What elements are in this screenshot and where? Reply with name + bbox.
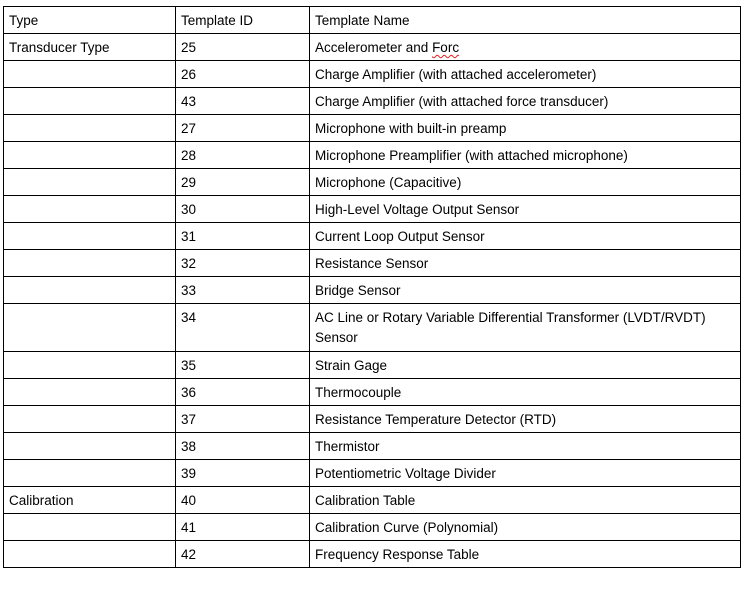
cell-type — [4, 61, 176, 88]
cell-template-name: Potentiometric Voltage Divider — [310, 460, 741, 487]
cell-template-id: 25 — [176, 34, 310, 61]
table-row — [4, 379, 741, 406]
cell-template-name: Thermistor — [310, 433, 741, 460]
cell-template-name: Strain Gage — [310, 352, 741, 379]
cell-template-name — [310, 34, 741, 61]
cell-template-name: Microphone Preamplifier (with attached microphone) — [310, 142, 741, 169]
cell-template-id: 37 — [176, 406, 310, 433]
table-row — [4, 250, 741, 277]
table-row — [4, 460, 741, 487]
cell-type: Calibration — [4, 487, 176, 514]
header-template-id: Template ID — [176, 7, 310, 34]
cell-type — [4, 277, 176, 304]
cell-template-name: Resistance Sensor — [310, 250, 741, 277]
cell-template-id: 38 — [176, 433, 310, 460]
table-row — [4, 277, 741, 304]
cell-type: Transducer Type — [4, 34, 176, 61]
table-row — [4, 514, 741, 541]
table-row — [4, 433, 741, 460]
cell-template-id: 39 — [176, 460, 310, 487]
cell-template-name: Calibration Curve (Polynomial) — [310, 514, 741, 541]
misspelled-word[interactable]: Forc — [432, 40, 460, 55]
cell-template-id: 36 — [176, 379, 310, 406]
cell-type — [4, 169, 176, 196]
cell-type — [4, 433, 176, 460]
cell-template-name: Charge Amplifier (with attached force transducer) — [310, 88, 741, 115]
table-row — [4, 304, 741, 352]
table-row — [4, 61, 741, 88]
cell-template-name: Bridge Sensor — [310, 277, 741, 304]
table-row — [4, 223, 741, 250]
cell-type — [4, 196, 176, 223]
cell-template-id: 41 — [176, 514, 310, 541]
cell-type — [4, 514, 176, 541]
cell-template-id: 35 — [176, 352, 310, 379]
table-row — [4, 352, 741, 379]
cell-type — [4, 406, 176, 433]
cell-template-id: 26 — [176, 61, 310, 88]
table-row — [4, 169, 741, 196]
cell-type — [4, 541, 176, 568]
table-row — [4, 406, 741, 433]
header-template-name: Template Name — [310, 7, 741, 34]
table-row — [4, 34, 741, 61]
cell-type — [4, 352, 176, 379]
cell-template-name: Microphone with built-in preamp — [310, 115, 741, 142]
cell-template-name: Microphone (Capacitive) — [310, 169, 741, 196]
cell-template-name: AC Line or Rotary Variable Differential Transformer (LVDT/RVDT) Sensor — [310, 304, 741, 352]
cell-template-id: 28 — [176, 142, 310, 169]
cell-template-id: 27 — [176, 115, 310, 142]
cell-type — [4, 304, 176, 352]
header-type: Type — [4, 7, 176, 34]
cell-type — [4, 142, 176, 169]
table-row — [4, 142, 741, 169]
header-row — [4, 7, 741, 34]
cell-template-id: 32 — [176, 250, 310, 277]
cell-type — [4, 250, 176, 277]
cell-template-name: Calibration Table — [310, 487, 741, 514]
cell-template-id: 29 — [176, 169, 310, 196]
cell-type — [4, 88, 176, 115]
cell-template-id: 43 — [176, 88, 310, 115]
cell-type — [4, 460, 176, 487]
cell-template-id: 30 — [176, 196, 310, 223]
cell-type — [4, 379, 176, 406]
cell-template-id: 33 — [176, 277, 310, 304]
cell-template-id: 31 — [176, 223, 310, 250]
table-row — [4, 88, 741, 115]
cell-template-name: Resistance Temperature Detector (RTD) — [310, 406, 741, 433]
cell-template-name: Thermocouple — [310, 379, 741, 406]
table-row — [4, 541, 741, 568]
table-row — [4, 115, 741, 142]
cell-template-id: 34 — [176, 304, 310, 352]
table-row — [4, 487, 741, 514]
template-table — [3, 6, 741, 568]
cell-type — [4, 223, 176, 250]
cell-template-id: 42 — [176, 541, 310, 568]
table-row — [4, 196, 741, 223]
cell-template-name: Charge Amplifier (with attached accelerometer) — [310, 61, 741, 88]
cell-template-name: Current Loop Output Sensor — [310, 223, 741, 250]
cell-template-name: Frequency Response Table — [310, 541, 741, 568]
cell-type — [4, 115, 176, 142]
name-text: Accelerometer and — [315, 40, 433, 55]
cell-template-name: High-Level Voltage Output Sensor — [310, 196, 741, 223]
cell-template-id: 40 — [176, 487, 310, 514]
